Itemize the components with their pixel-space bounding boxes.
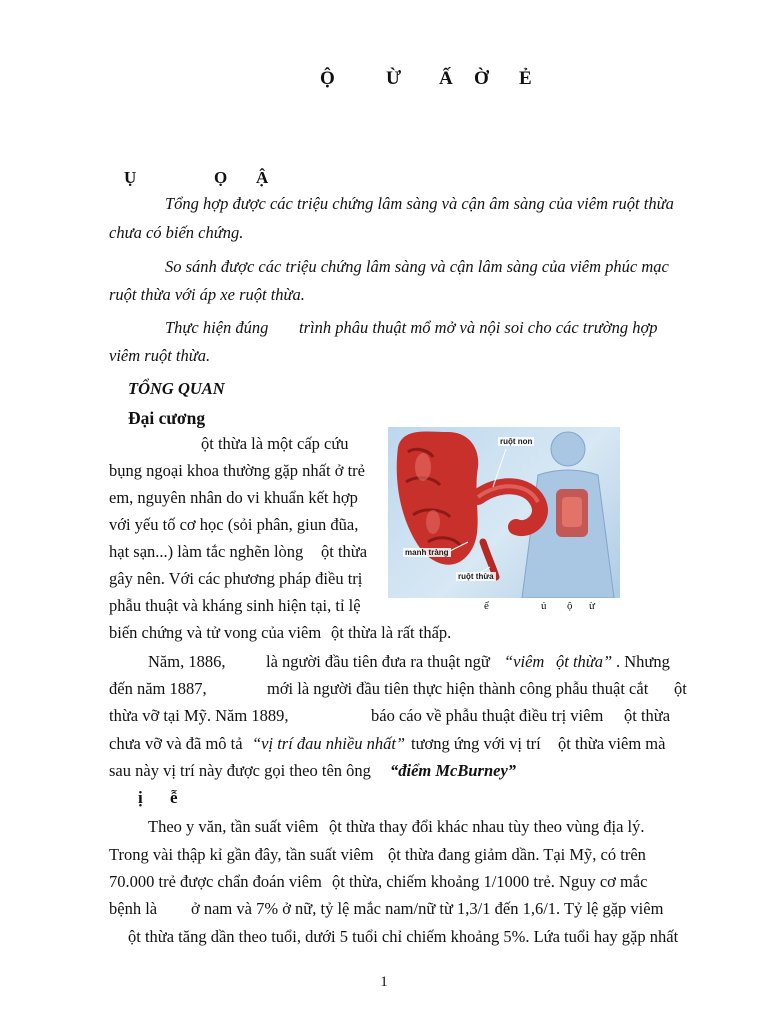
caption-glyph: ừ bbox=[589, 600, 595, 612]
title-glyph: Ẻ bbox=[519, 68, 532, 89]
history-text: Năm, 1886, bbox=[148, 652, 226, 671]
heading-glyph: Ậ bbox=[256, 168, 269, 187]
objective-1-line-1: Tổng hợp được các triệu chứng lâm sàng và cận âm sàng của viêm ruột thừa bbox=[165, 194, 674, 213]
history-text: ột thừa bbox=[624, 706, 671, 725]
history-text: sau này vị trí này được gọi theo tên ông bbox=[109, 761, 371, 780]
history-quote: “điểm McBurney” bbox=[390, 761, 517, 780]
epidemiology-text: ột thừa đang giảm dần. Tại Mỹ, có trên bbox=[388, 845, 646, 864]
history-text: thừa vỡ tại Mỹ. Năm 1889, bbox=[109, 706, 289, 725]
caption-glyph: ể bbox=[484, 600, 489, 612]
intro-line: phẫu thuật và kháng sinh hiện tại, tỉ lệ bbox=[109, 596, 361, 615]
intro-line: em, nguyên nhân do vi khuẩn kết hợp bbox=[109, 488, 358, 507]
title-glyph: Ờ bbox=[474, 68, 489, 89]
history-text: là người đầu tiên đưa ra thuật ngữ bbox=[266, 652, 490, 671]
epidemiology-text: bệnh là bbox=[109, 899, 158, 918]
epidemiology-text: Trong vài thập kỉ gần đây, tần suất viêm bbox=[109, 845, 374, 864]
heading-glyph: ị bbox=[138, 788, 143, 807]
heading-glyph: ễ bbox=[170, 788, 178, 807]
appendix-anatomy-figure bbox=[388, 427, 620, 598]
title-glyph: Ừ bbox=[386, 68, 402, 89]
overview-heading: TỔNG QUAN bbox=[128, 379, 225, 398]
document-title bbox=[0, 68, 768, 94]
objective-3-line-2: viêm ruột thừa. bbox=[109, 346, 211, 365]
objective-1-line-2: chưa có biến chứng. bbox=[109, 223, 244, 242]
epidemiology-heading bbox=[0, 788, 768, 812]
history-text: báo cáo về phẫu thuật điều trị viêm bbox=[371, 706, 604, 725]
general-heading: Đại cương bbox=[128, 408, 206, 428]
history-text: ột bbox=[674, 679, 687, 698]
history-quote: “viêm bbox=[504, 652, 545, 671]
title-glyph: Ộ bbox=[320, 68, 335, 89]
objectives-heading bbox=[0, 168, 768, 192]
anatomy-illustration bbox=[388, 427, 620, 598]
epidemiology-text: 70.000 trẻ được chẩn đoán viêm bbox=[109, 872, 322, 891]
history-text: . Nhưng bbox=[616, 652, 670, 671]
title-glyph: Ấ bbox=[439, 68, 453, 89]
caption-glyph: ủ bbox=[541, 600, 547, 612]
heading-glyph: Ụ bbox=[124, 168, 137, 187]
label-appendix: ruột thừa bbox=[458, 572, 494, 581]
intro-line: hạt sạn...) làm tắc nghẽn lòng bbox=[109, 542, 304, 561]
label-small-intestine: ruột non bbox=[500, 437, 533, 446]
history-text: chưa vỡ và đã mô tả bbox=[109, 734, 243, 753]
label-cecum: manh tràng bbox=[405, 548, 449, 557]
caption-glyph: ộ bbox=[567, 600, 573, 612]
history-quote: ột thừa” bbox=[556, 652, 613, 671]
objective-2-line-1: So sánh được các triệu chứng lâm sàng và cận lâm sàng của viêm phúc mạc bbox=[165, 257, 669, 276]
intro-line: ột thừa là một cấp cứu bbox=[201, 434, 349, 453]
epidemiology-text: ột thừa tăng dần theo tuổi, dưới 5 tuổi chỉ chiếm khoảng 5%. Lứa tuổi hay gặp nhất bbox=[128, 927, 679, 946]
intro-line: ột thừa bbox=[321, 542, 368, 561]
epidemiology-text: Theo y văn, tần suất viêm bbox=[148, 817, 319, 836]
intro-line: gây nên. Với các phương pháp điều trị bbox=[109, 569, 363, 588]
history-quote: “vị trí đau nhiều nhất” bbox=[252, 734, 406, 753]
intro-line: bụng ngoại khoa thường gặp nhất ở trẻ bbox=[109, 461, 365, 480]
epidemiology-text: ở nam và 7% ở nữ, tỷ lệ mắc nam/nữ từ 1,3/1 đến 1,6/1. Tỷ lệ gặp viêm bbox=[191, 899, 664, 918]
history-text: tương ứng với vị trí bbox=[411, 734, 541, 753]
intro-line: biến chứng và tử vong của viêm bbox=[109, 623, 322, 642]
page-number: 1 bbox=[380, 974, 388, 990]
intro-line: ột thừa là rất thấp. bbox=[331, 623, 452, 642]
heading-glyph: Ọ bbox=[214, 168, 228, 187]
history-text: mới là người đầu tiên thực hiện thành công phẫu thuật cắt bbox=[267, 679, 649, 698]
intro-line: với yếu tố cơ học (sỏi phân, giun đũa, bbox=[109, 515, 359, 534]
history-text: đến năm 1887, bbox=[109, 679, 207, 698]
epidemiology-text: ột thừa thay đổi khác nhau tùy theo vùng địa lý. bbox=[329, 817, 645, 836]
epidemiology-text: ột thừa, chiếm khoảng 1/1000 trẻ. Nguy cơ mắc bbox=[332, 872, 648, 891]
history-text: ột thừa viêm mà bbox=[558, 734, 666, 753]
objective-2-line-2: ruột thừa với áp xe ruột thừa. bbox=[109, 285, 305, 304]
objective-3-line-1b: trình phâu thuật mổ mở và nội soi cho các trường hợp bbox=[299, 318, 658, 337]
objective-3-line-1a: Thực hiện đúng bbox=[165, 318, 269, 337]
figure-caption bbox=[388, 600, 620, 614]
